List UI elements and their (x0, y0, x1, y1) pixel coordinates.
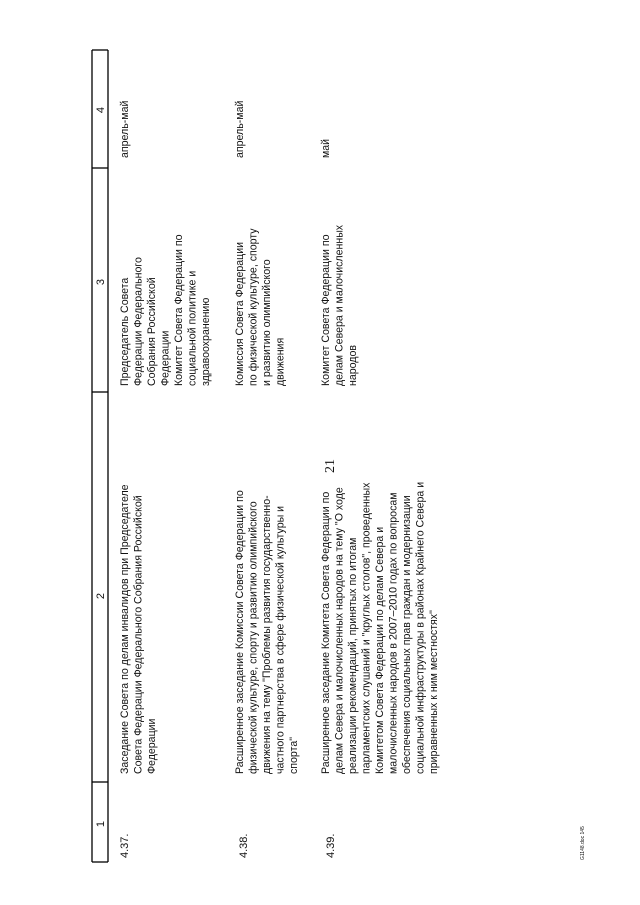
text-line: социальной инфраструктуры в районах Крайнего Севера и (414, 481, 427, 774)
header-col-1: 1 (95, 820, 107, 828)
header-col-3: 3 (95, 278, 107, 286)
row-number: 4.38. (238, 833, 250, 858)
text-line: Комитет Совета Федерации по (320, 234, 332, 386)
event-text (234, 487, 300, 774)
table-row (234, 101, 300, 858)
table-row (119, 101, 212, 858)
text-line: Федерации Федерального (132, 257, 145, 386)
text-line: обеспечения социальных прав граждан и модернизации (401, 495, 413, 774)
text-line: Расширенное заседание Комитета Совета Федерации по (320, 491, 332, 774)
text-line: приравненных к ним местностях" (428, 610, 440, 774)
event-text (119, 481, 158, 774)
text-line: Совета Федерации Федерального Собрания Российской (132, 495, 145, 774)
text-line: делам Севера и малочисленных (333, 224, 346, 386)
text-line: движения на тему "Проблемы развития государственно- (261, 495, 273, 774)
row-number: 4.39. (325, 833, 337, 858)
date-text: апрель-май (234, 100, 246, 158)
text-line: социальной политике и (186, 270, 199, 386)
text-line: парламентских слушаний и "круглых столов", проведенных (360, 482, 373, 774)
text-line: движения (274, 337, 287, 386)
text-line: народов (347, 345, 359, 386)
text-line: Председатель Совета (119, 277, 131, 386)
text-line: здравоохранению (200, 297, 212, 386)
text-line: спорта" (288, 737, 300, 774)
responsible-text (119, 232, 212, 387)
text-line: Собрания Российской (146, 277, 158, 386)
footer-file-ref: G1148.doc 145 (580, 826, 586, 860)
date-text: май (320, 138, 332, 158)
text-line: Федерации (146, 718, 158, 774)
text-line: физической культуре, спорту и развитию олимпийского (247, 501, 260, 774)
header-col-2: 2 (95, 592, 107, 600)
text-line: Комиссия Совета Федерации (234, 241, 246, 386)
text-line: по физической культуре, спорту (247, 228, 260, 386)
text-line: Комитет Совета Федерации по (173, 234, 185, 386)
date-text: апрель-май (119, 100, 131, 158)
table-grid (92, 50, 108, 862)
text-line: и развитию олимпийского (261, 259, 273, 386)
row-number: 4.37. (119, 833, 131, 858)
text-line: Комитетом Совета Федерации по делам Севера и (374, 526, 386, 774)
text-line: делам Севера и малочисленных народов на тему "О ходе (333, 487, 346, 774)
text-line: частного партнерства в сфере физической культуры и (274, 505, 287, 774)
responsible-text (320, 222, 359, 386)
text-line: реализации рекомендаций, принятых по итогам (347, 537, 359, 774)
text-line: Заседание Совета по делам инвалидов при Председателе (119, 484, 131, 774)
event-text (320, 479, 440, 774)
table-row (320, 139, 440, 858)
header-col-4: 4 (95, 106, 107, 114)
page-number: 21 (323, 459, 338, 473)
text-line: малочисленных народов в 2007–2010 годах по вопросам (387, 492, 400, 774)
text-line: Расширенное заседание Комиссии Совета Федерации по (234, 490, 246, 774)
responsible-text (234, 225, 287, 386)
text-line: Федерации (159, 330, 172, 386)
